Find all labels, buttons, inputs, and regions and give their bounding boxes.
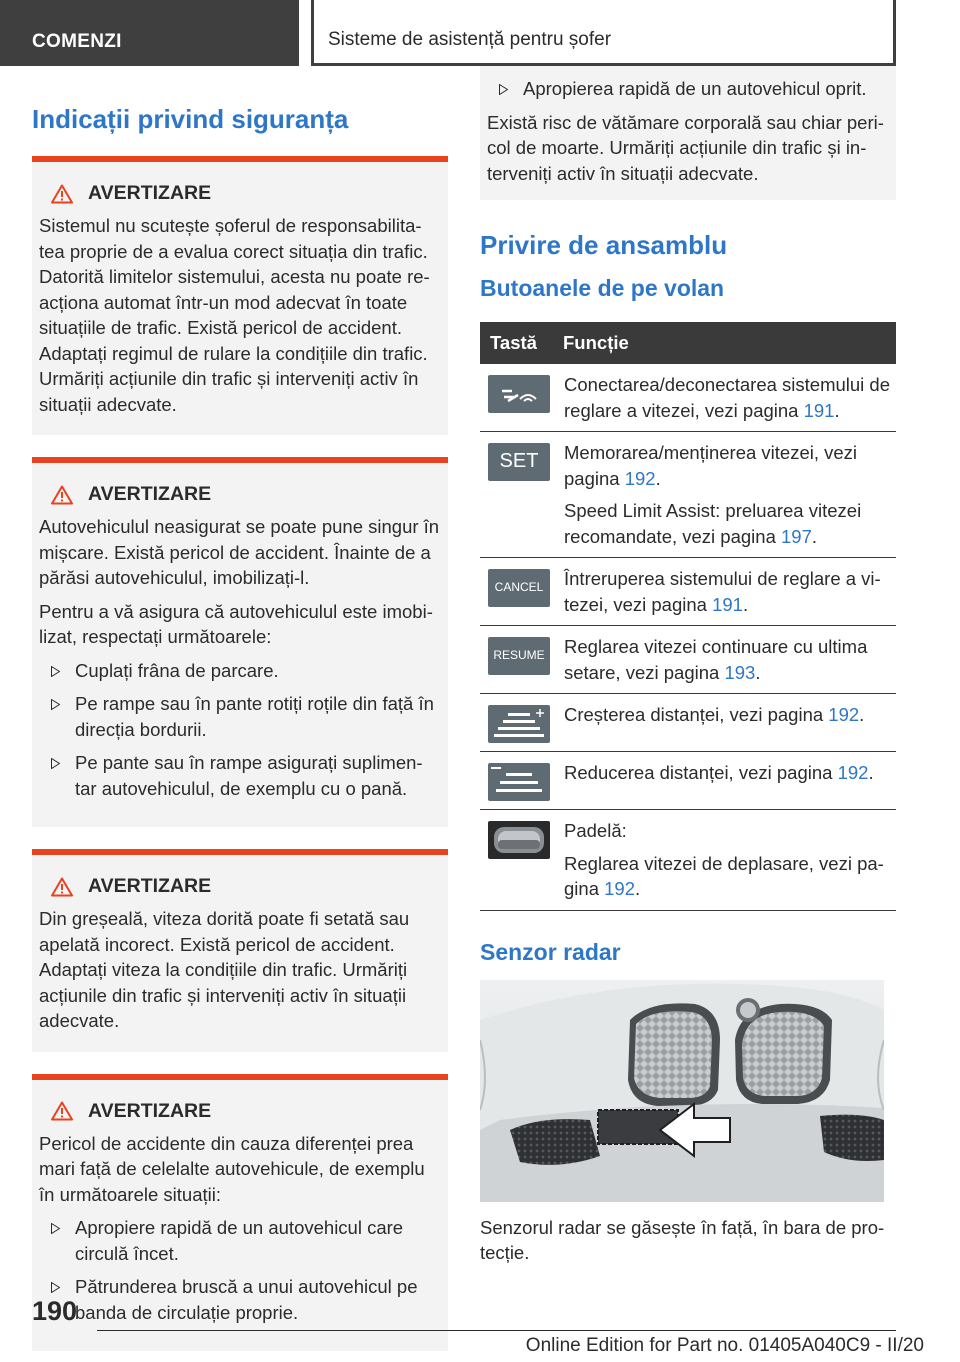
warning-triangle-icon	[51, 877, 73, 897]
list-item-text: Apropierea rapidă de un autovehicul oprit.	[523, 78, 867, 99]
function-text	[564, 498, 896, 549]
list-item	[39, 1274, 441, 1325]
set-icon	[488, 443, 550, 481]
button-label: SET	[499, 450, 539, 473]
list-item	[487, 76, 889, 102]
key-cell	[480, 558, 556, 626]
warning-text: Pericol de accidente din cauza diferenței prea mari față de celelalte autovehicule, de exemplu în următoarele situații:	[39, 1132, 425, 1205]
footer-edition: Online Edition for Part no. 01405A040C9 - II/20	[525, 1335, 924, 1356]
page-header	[0, 0, 960, 66]
warning-title: AVERTIZARE	[88, 875, 212, 897]
warning-text: Pentru a vă asigura că autovehiculul este imobi-lizat, respectați următoarele:	[39, 600, 433, 647]
function-cell	[556, 810, 896, 911]
punctuation: .	[742, 593, 749, 615]
warning-triangle-icon	[51, 1101, 73, 1121]
warning-header	[39, 483, 441, 506]
page-link[interactable]: 197	[781, 525, 812, 547]
warning-triangle-icon	[51, 184, 73, 204]
punctuation: .	[635, 878, 641, 899]
cancel-icon	[488, 569, 550, 607]
function-cell	[556, 432, 896, 558]
warning-header	[39, 1100, 441, 1123]
page-number: 190	[32, 1296, 78, 1326]
list-item	[39, 658, 441, 684]
function-text	[564, 372, 896, 423]
key-cell	[480, 626, 556, 694]
radar-caption: Senzorul radar se găsește în față, în bara de pro-tecție.	[480, 1216, 885, 1263]
list-item	[39, 750, 441, 801]
punctuation: .	[755, 661, 761, 683]
table-row	[480, 810, 896, 911]
table-row	[480, 432, 896, 558]
page-link[interactable]: 192	[624, 467, 656, 489]
function-text	[564, 760, 896, 786]
table-row	[480, 626, 896, 694]
warning-triangle-icon	[51, 485, 73, 505]
function-description: Memorarea/menținerea vitezei, vezi pagina	[564, 442, 858, 489]
cruise-control-icon	[488, 375, 550, 413]
key-cell	[480, 364, 556, 432]
warning-text: Există risc de vătămare corporală sau chiar peri-col de moarte. Urmăriți acțiunile din trafic și in-terveniți activ în situații adecvate.	[487, 111, 884, 184]
function-text	[564, 702, 896, 728]
page-link[interactable]: 191	[803, 399, 835, 421]
button-label: RESUME	[493, 648, 545, 663]
function-cell	[556, 364, 896, 432]
warning-continuation	[480, 66, 896, 200]
key-cell	[480, 694, 556, 752]
resume-icon	[488, 637, 550, 675]
page-link[interactable]: 191	[712, 593, 743, 615]
distance-increase-icon	[488, 705, 550, 743]
list-item-text: Pe pante sau în rampe asigurați suplimen-tar autovehiculul, de exemplu cu o pană.	[75, 752, 423, 799]
warning-title: AVERTIZARE	[88, 483, 212, 505]
warning-header	[39, 875, 441, 898]
buttons-table	[480, 322, 896, 911]
radar-sensor-image	[480, 980, 884, 1202]
page-link[interactable]: 192	[604, 878, 635, 899]
function-description: Conectarea/deconectarea sistemului de reglare a vitezei, vezi pagina	[564, 374, 890, 421]
page-link[interactable]: 193	[724, 661, 756, 683]
function-text	[564, 818, 896, 844]
table-row	[480, 694, 896, 752]
warning-text: Sistemul nu scutește șoferul de responsabilita-tea proprie de a evalua corect situația din trafic. Datorită limitelor sistemului, acesta nu poate re-acționa automat într-un mod adecvat în toate situațiile de trafic. Există pericol de accident. Adaptați regimul de rulare la condițiile din trafic. Urmăriți acțiunile din trafic și interveniți activ în situații adecvate.	[39, 215, 430, 415]
right-column	[480, 66, 896, 1266]
list-item	[39, 1215, 441, 1266]
function-cell	[556, 626, 896, 694]
bullet-triangle-icon	[51, 758, 60, 769]
function-description: Creșterea distanței, vezi pagina	[564, 704, 829, 725]
warning-header	[39, 182, 441, 205]
function-description: Speed Limit Assist: preluarea vitezei recomandate, vezi pagina	[564, 500, 862, 547]
warning-title: AVERTIZARE	[88, 182, 212, 204]
table-row	[480, 558, 896, 626]
safety-title: Indicații privind siguranța	[32, 104, 349, 134]
button-label: CANCEL	[494, 580, 544, 595]
bullet-triangle-icon	[499, 84, 508, 95]
warning-box	[32, 156, 448, 435]
section-title: Sisteme de asistență pentru șofer	[311, 0, 896, 66]
page-link[interactable]: 192	[837, 762, 869, 783]
list-item-text: Pe rampe sau în pante rotiți roțile din față în direcția bordurii.	[75, 693, 434, 740]
steering-buttons-title: Butoanele de pe volan	[480, 275, 725, 301]
warning-list	[39, 658, 441, 802]
chapter-tab[interactable]: COMENZI	[0, 0, 299, 66]
list-item-text: Apropiere rapidă de un autovehicul care circulă încet.	[75, 1217, 404, 1264]
key-cell	[480, 810, 556, 911]
warning-text: Din greșeală, viteza dorită poate fi setată sau apelată incorect. Există pericol de accident. Adaptați viteza la condițiile din trafic. Urmăriți acțiunile din trafic și interveniți activ în situații adecvate.	[39, 908, 410, 1031]
punctuation: .	[834, 399, 840, 421]
punctuation: .	[811, 525, 818, 547]
punctuation: .	[859, 704, 865, 725]
warning-box	[32, 849, 448, 1052]
page-link[interactable]: 192	[828, 704, 860, 725]
function-text	[564, 566, 896, 617]
overview-title: Privire de ansamblu	[480, 230, 728, 260]
list-item-text: Cuplați frâna de parcare.	[75, 659, 279, 681]
radar-title: Senzor radar	[480, 938, 621, 965]
warning-text: Autovehiculul neasigurat se poate pune singur în mișcare. Există pericol de accident. Înainte de a părăsi autovehiculul, imobilizați-l.	[39, 516, 440, 588]
distance-decrease-icon	[488, 763, 550, 801]
function-description: Reducerea distanței, vezi pagina	[564, 762, 838, 783]
table-header-function: Funcție	[556, 322, 896, 364]
left-column	[32, 66, 448, 1362]
bullet-triangle-icon	[51, 1282, 60, 1293]
warning-title: AVERTIZARE	[88, 1099, 212, 1122]
function-text	[564, 440, 896, 491]
table-header-key: Tastă	[480, 322, 556, 364]
key-cell	[480, 752, 556, 810]
function-description: Întreruperea sistemului de reglare a vi-tezei, vezi pagina	[564, 568, 881, 615]
footer-divider	[97, 1330, 896, 1331]
function-cell	[556, 558, 896, 626]
warning-box	[32, 457, 448, 827]
table-row	[480, 364, 896, 432]
function-cell	[556, 694, 896, 752]
bullet-triangle-icon	[51, 699, 60, 710]
punctuation: .	[655, 467, 661, 489]
warnings-list	[32, 156, 448, 1351]
function-description: Reglarea vitezei de deplasare, vezi pa-gina	[564, 852, 884, 899]
punctuation: .	[868, 762, 874, 783]
bullet-triangle-icon	[51, 1223, 60, 1234]
function-text	[564, 851, 896, 902]
function-description: Padelă:	[564, 820, 627, 841]
paddle-icon	[488, 821, 550, 859]
warning-list	[39, 1215, 441, 1325]
function-text	[564, 634, 896, 685]
function-description: Reglarea vitezei continuare cu ultima setare, vezi pagina	[564, 636, 868, 683]
function-cell	[556, 752, 896, 810]
warning-box	[32, 1074, 448, 1352]
list-item	[39, 691, 441, 742]
table-row	[480, 752, 896, 810]
list-item-text: Pătrunderea bruscă a unui autovehicul pe banda de circulație proprie.	[75, 1276, 418, 1323]
bullet-triangle-icon	[51, 666, 60, 677]
key-cell	[480, 432, 556, 558]
